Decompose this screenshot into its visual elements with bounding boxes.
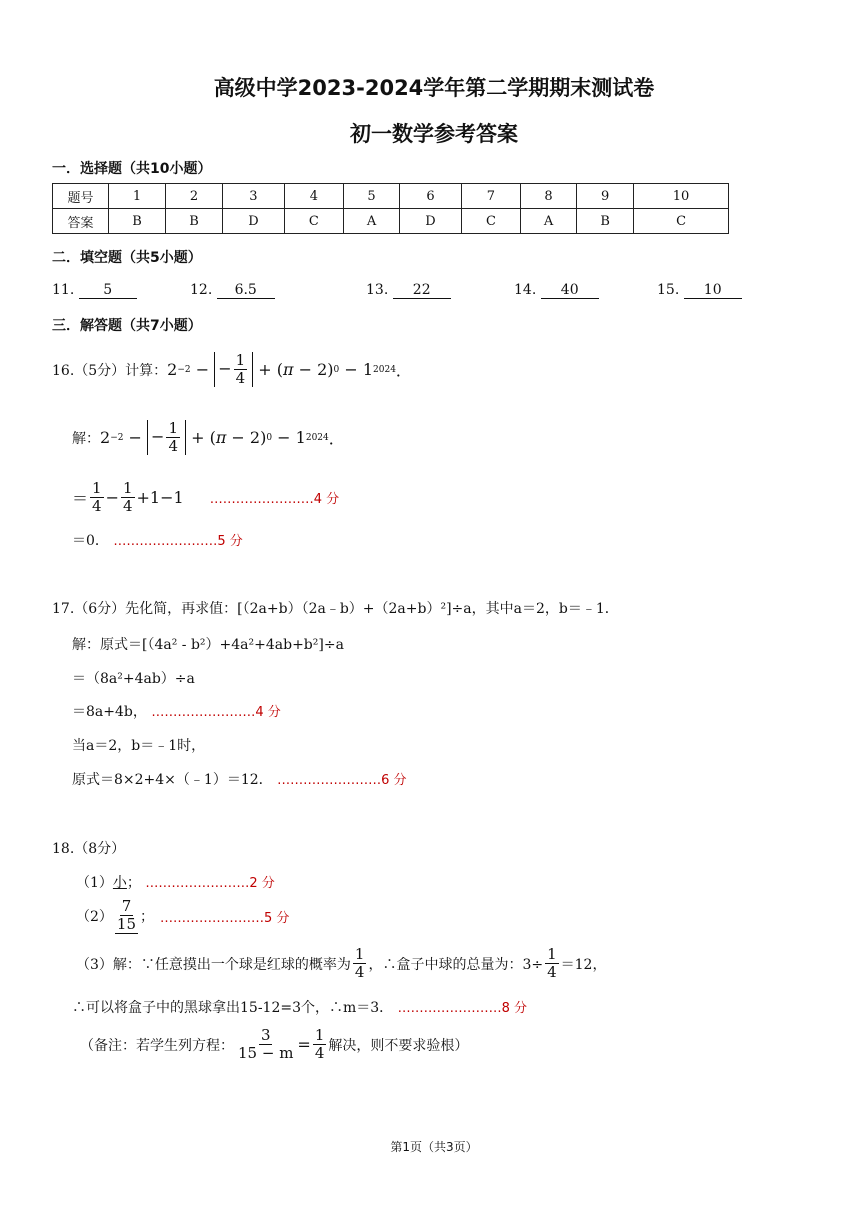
q18-part2-label: （2） bbox=[76, 909, 113, 925]
q16-label: 16.（5分）计算： bbox=[52, 362, 168, 379]
answer-table bbox=[52, 183, 729, 234]
q18-part2-sep: ； bbox=[140, 909, 155, 925]
q16-score-5: ……………………5 分 bbox=[113, 534, 243, 549]
section-heading-solve: 三．解答题（共7小题） bbox=[52, 318, 202, 334]
table-cell: 3 bbox=[223, 184, 285, 209]
q16-step2: ＝0． bbox=[72, 533, 109, 549]
q18-label: 18.（8分） bbox=[52, 841, 126, 857]
fill-item-answer: 6.5 bbox=[217, 282, 275, 299]
q18-part2-fraction: $\frac{7}{15}$ bbox=[116, 897, 137, 933]
fill-item-number: 15. bbox=[657, 282, 680, 298]
q18-note bbox=[80, 1027, 468, 1062]
q16-solve-label: 解： bbox=[72, 430, 100, 447]
table-cell: A bbox=[520, 209, 576, 234]
q16-problem bbox=[52, 352, 412, 387]
table-cell: C bbox=[634, 209, 729, 234]
q18-part3 bbox=[76, 946, 606, 981]
fill-item-13 bbox=[366, 282, 451, 299]
fill-item-answer: 5 bbox=[79, 282, 137, 299]
page-title: 高级中学2023-2024学年第二学期期末测试卷 bbox=[213, 76, 655, 100]
table-cell: B bbox=[577, 209, 634, 234]
q18-note-b: 解决，则不要求验根） bbox=[328, 1037, 469, 1054]
table-cell: C bbox=[284, 209, 343, 234]
section-heading-fill: 二．填空题（共5小题） bbox=[52, 250, 202, 266]
q17-line5: 原式＝8×2+4×（﹣1）＝12． bbox=[72, 772, 273, 788]
fill-item-number: 11. bbox=[52, 282, 75, 298]
q16-solution-line2 bbox=[72, 480, 339, 515]
page-subtitle: 初一数学参考答案 bbox=[350, 122, 518, 146]
q18-part1-sep: ； bbox=[126, 875, 141, 891]
table-cell: 4 bbox=[284, 184, 343, 209]
q18-part3-fraction: $\frac{1}{4}$ bbox=[354, 945, 365, 981]
q18-score-8: ……………………8 分 bbox=[397, 1001, 528, 1016]
q18-score-2: ……………………2 分 bbox=[145, 876, 275, 891]
q18-part3-text-c: ＝12， bbox=[560, 956, 607, 973]
table-cell: 10 bbox=[634, 184, 729, 209]
table-cell: 8 bbox=[520, 184, 576, 209]
fill-item-14 bbox=[514, 282, 599, 299]
q16-score-4: ……………………4 分 bbox=[209, 492, 340, 507]
q17-line1: 解：原式＝[（4a² - b²）+4a²+4ab+b²]÷a bbox=[72, 637, 344, 653]
fill-item-answer: 10 bbox=[684, 282, 742, 299]
q17-score-4: ……………………4 分 bbox=[151, 705, 281, 720]
q18-part1 bbox=[76, 872, 275, 892]
q16-solution-line1 bbox=[72, 420, 345, 455]
q18-note-fraction: $\frac{3}{15 - m}$ bbox=[238, 1026, 294, 1062]
q16-step1-rest: +1−1 bbox=[136, 488, 184, 507]
fill-item-number: 14. bbox=[514, 282, 537, 298]
fill-item-number: 12. bbox=[190, 282, 213, 298]
q17-line4: 当a＝2，b＝﹣1时， bbox=[72, 738, 206, 754]
q17-line2: ＝（8a²+4ab）÷a bbox=[72, 671, 195, 687]
q17-line3: ＝8a+4b， bbox=[72, 704, 147, 720]
table-cell: 7 bbox=[461, 184, 520, 209]
fill-item-number: 13. bbox=[366, 282, 389, 298]
table-cell: A bbox=[343, 209, 399, 234]
page-footer: 第1页（共3页） bbox=[390, 1140, 478, 1154]
q18-part3-text-b: ，∴盒子中球的总量为：3÷ bbox=[368, 956, 544, 973]
table-row-answers bbox=[53, 209, 729, 234]
q18-part1-answer: 小 bbox=[112, 875, 127, 891]
q16-expression: 2 −2 − − $\frac{1}{4}$ + ( π − 2) 0 − 1 2024 ． bbox=[167, 351, 412, 387]
table-cell: B bbox=[166, 209, 223, 234]
q18-score-5: ……………………5 分 bbox=[160, 910, 290, 926]
q17-line3-row bbox=[72, 701, 281, 721]
table-cell: 2 bbox=[166, 184, 223, 209]
table-cell: D bbox=[223, 209, 285, 234]
table-cell: C bbox=[461, 209, 520, 234]
table-cell: 1 bbox=[109, 184, 166, 209]
q17-line5-row bbox=[72, 769, 407, 789]
q18-part3-line2: ∴可以将盒子中的黑球拿出15-12=3个，∴m＝3． bbox=[72, 1000, 394, 1016]
fill-item-answer: 40 bbox=[541, 282, 599, 299]
table-row-numbers bbox=[53, 184, 729, 209]
q18-part1-label: （1） bbox=[76, 875, 113, 891]
q18-part3-line2-row bbox=[72, 997, 527, 1017]
q18-part2 bbox=[76, 898, 289, 934]
section-heading-choice: 一．选择题（共10小题） bbox=[52, 161, 212, 177]
fill-item-15 bbox=[657, 282, 742, 299]
table-cell: D bbox=[400, 209, 462, 234]
table-cell: 6 bbox=[400, 184, 462, 209]
table-cell: 5 bbox=[343, 184, 399, 209]
table-cell: B bbox=[109, 209, 166, 234]
q17-score-6: ……………………6 分 bbox=[277, 773, 407, 788]
table-cell-label: 题号 bbox=[53, 184, 109, 209]
q16-solution-line3 bbox=[72, 530, 243, 550]
table-cell: 9 bbox=[577, 184, 634, 209]
fill-item-11 bbox=[52, 282, 137, 299]
q16-expression-repeat: 2 −2 − − $\frac{1}{4}$ + ( π − 2) 0 − 1 2024 ． bbox=[100, 419, 345, 455]
q16-step1: ＝ $\frac{1}{4}$ − $\frac{1}{4}$ +1−1 bbox=[72, 479, 184, 515]
table-cell-label: 答案 bbox=[53, 209, 109, 234]
fill-item-answer: 22 bbox=[393, 282, 451, 299]
q18-part3-text-a: （3）解：∵任意摸出一个球是红球的概率为 bbox=[76, 956, 351, 973]
q18-note-a: （备注：若学生列方程： bbox=[80, 1037, 234, 1054]
fill-item-12 bbox=[190, 282, 275, 299]
q17-problem: 17.（6分）先化简，再求值：[（2a+b）（2a﹣b）+（2a+b）²]÷a，其中a＝2，b＝﹣1． bbox=[52, 601, 619, 617]
q18-note-equals: = $\frac{1}{4}$ bbox=[297, 1026, 325, 1062]
q18-part3-fraction-2: $\frac{1}{4}$ bbox=[547, 945, 557, 981]
